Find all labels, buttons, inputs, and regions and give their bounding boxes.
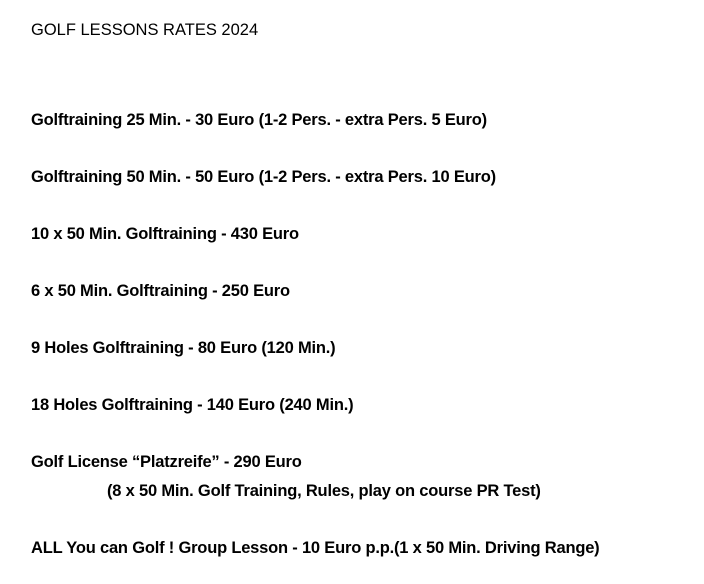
rate-6-x-50-min-package: 6 x 50 Min. Golftraining - 250 Euro xyxy=(31,282,290,300)
rate-golftraining-50-min: Golftraining 50 Min. - 50 Euro (1-2 Pers. - extra Pers. 10 Euro) xyxy=(31,168,496,186)
rate-18-holes-golftraining: 18 Holes Golftraining - 140 Euro (240 Min.) xyxy=(31,396,354,414)
rate-golf-license-details: (8 x 50 Min. Golf Training, Rules, play on course PR Test) xyxy=(107,482,541,500)
document-title: GOLF LESSONS RATES 2024 xyxy=(31,21,259,39)
rate-9-holes-golftraining: 9 Holes Golftraining - 80 Euro (120 Min.) xyxy=(31,339,336,357)
rate-all-you-can-golf-group-lesson: ALL You can Golf ! Group Lesson - 10 Euro p.p.(1 x 50 Min. Driving Range) xyxy=(31,539,600,557)
rate-golf-license-platzreife: Golf License “Platzreife” - 290 Euro xyxy=(31,453,302,471)
rate-golftraining-25-min: Golftraining 25 Min. - 30 Euro (1-2 Pers. - extra Pers. 5 Euro) xyxy=(31,111,487,129)
rate-10-x-50-min-package: 10 x 50 Min. Golftraining - 430 Euro xyxy=(31,225,299,243)
